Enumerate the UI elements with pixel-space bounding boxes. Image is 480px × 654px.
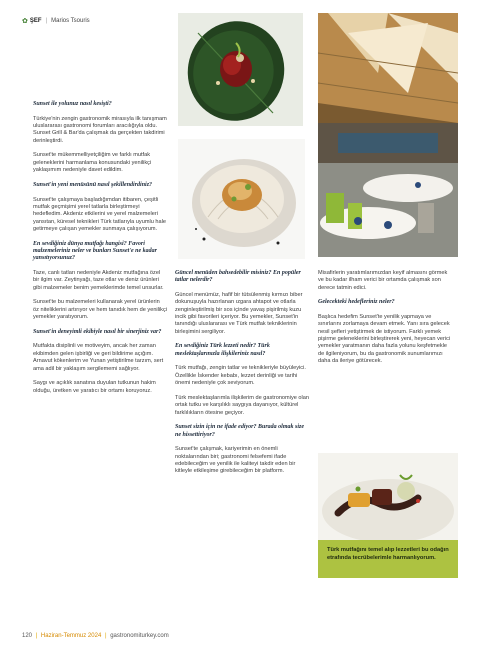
- interview-answer: Başlıca hedefim Sunset'te yenilik yapmaya ve sınırlarını zorlamaya devam etmek. Yanı sıra gelecek nesil şefleri yetiştirmek de istiyorum. Farklı yemek pişirme geleneklerini birleştirerek yeni, heyecan verici yemekler yaratmanın daha fazla yolunu keşfetmekle de ilgileniyorum, bu da gastronomik sunumlarımızı daha da ileriye götürecek.: [318, 314, 451, 365]
- text-column-2: [175, 270, 309, 483]
- text-column-1: [33, 101, 167, 402]
- footer-separator-2: |: [104, 633, 107, 639]
- dish-photo-shell: [178, 139, 305, 259]
- website: gastronomiturkey.com: [110, 633, 169, 639]
- section-label: ŞEF: [29, 18, 42, 24]
- interview-question: En sevdiğiniz dünya mutfağı hangisi? Favori malzemeleriniz neler ve bunları Sunset'e ne kadar yansıtıyorsunuz?: [33, 240, 158, 262]
- interview-answer: Türk mutfağı, zengin tatlar ve teknikleriyle büyüleyici. Özellikle İskender kebabı, lezzet derinliği ve tarihi önemi nedeniyle çok seviyorum.: [175, 365, 306, 387]
- footer-separator: |: [35, 633, 38, 639]
- interview-answer: Saygı ve açıklık sanatına duyulan tutkunun hakim olduğu, üretken ve yaratıcı bir ortamı koruyoruz.: [33, 380, 156, 394]
- interview-answer: Türkiye'nin zengin gastronomik mirasıyla ilk tanışmam uluslararası gastronomi forumları aracılığıyla oldu. Sunset Grill & Bar'da çalışmak da gerçekten takdirimi derinleştirdi.: [33, 115, 167, 144]
- page-footer: [22, 633, 169, 639]
- interview-answer: Sunset'te mükemmelliyetçiliğim ve farklı mutfak geleneklerini harmanlama konusundaki yenilikçi yaklaşımım nedeniyle davet edildim.: [33, 152, 152, 174]
- interview-question: Sunset'in yeni menüsünü nasıl şekillendirdiniz?: [33, 181, 153, 188]
- restaurant-interior-photo: [318, 13, 458, 257]
- interview-answer: Mutfakta disiplinli ve motiveyim, ancak her zaman ekibimden gelen işbirliği ve geri bildirime açığım. Arnavut kökenlerim ve Yunan yetiştirilme tarzım, sert ama adil bir yaklaşım sergilememi sağlıyor.: [33, 343, 164, 372]
- interview-question: Sunset sizin için ne ifade ediyor? Burada olmak size ne hissettiriyor?: [175, 424, 305, 438]
- interview-question: Sunset ile yolunuz nasıl kesişti?: [33, 101, 112, 107]
- header-separator: |: [45, 18, 48, 24]
- interview-question: Güncel menüden bahsedebilir misiniz? En popüler tatlar nelerdir?: [175, 270, 301, 284]
- page-header: [22, 17, 90, 25]
- text-column-3: [318, 270, 452, 373]
- interview-answer: Sunset'te çalışmaya başladığımdan itibaren, çeşitli mutfak geçmişimi yerel tatlarla birleştirmeyi hedefledim. Akdeniz etkilerini ve yerel malzemeleri yansıtan, küresel teknikleri Türk tatlarıyla uyumlu hale getirmeye çalışan yemekler sunmaya çalışıyorum.: [33, 196, 166, 232]
- interview-answer: Sunset'te çalışmak, kariyerimin en önemli noktalarından biri; gastronomi felsefemi ifade edebileceğim ve yenilik ile kaliteyi takdir eden bir kitleyle etkileşime girebileceğim bir platform.: [175, 446, 296, 475]
- dish-photo-leaf: [178, 13, 303, 126]
- interview-question: Sunset'in deneyimli ekibiyle nasıl bir sinerjiniz var?: [33, 328, 162, 335]
- interview-question: Gelecekteki hedefleriniz neler?: [318, 299, 395, 306]
- author-name: Marios Tsouris: [51, 18, 90, 24]
- interview-answer: Güncel menümüz, hafif bir tütsülenmiş kırmızı biber dokunuşuyla hazırlanan ızgara ahtapot ve otlarla zenginleştirilmiş bir sos içinde yavaş pişirilmiş kuzu incik gibi favorileri içeriyor. Bu yemekler, Sunset'in tanındığı uluslararası ve Türk mutfak tekniklerinin birleşimini sergiliyor.: [175, 291, 303, 335]
- photo-caption: Türk mutfağını temel alıp lezzetleri bu odağın etrafında tecrübelerimle harmanlıyorum.: [318, 540, 458, 578]
- interview-answer: Türk meslektaşlarımla ilişkilerim de gastronomiye olan ortak tutku ve karşılıklı saygıya dayanıyor, kültürel farklılıkların ötesine geçiyor.: [175, 394, 309, 416]
- page-number: 120: [22, 633, 33, 639]
- issue-date: Haziran-Temmuz 2024: [40, 633, 102, 639]
- leaf-icon: ✿: [22, 18, 28, 25]
- interview-answer: Misafirlerin yaratımlarımızdan keyif almasını görmek ve bu kadar ilham verici bir ortamda çalışmak son derece tatmin edici.: [318, 270, 448, 291]
- interview-question: En sevdiğiniz Türk lezzeti nedir? Türk meslektaşlarınızla ilişkileriniz nasıl?: [175, 343, 270, 357]
- interview-answer: Sunset'te bu malzemeleri kullanarak yerel ürünlerin öz niteliklerini artırıyor ve hem tanıdık hem de yenilikçi yemekler yaratıyorum.: [33, 299, 167, 321]
- interview-answer: Taze, canlı tatları nedeniyle Akdeniz mutfağına özel bir ilgim var. Zeytinyağı, taze otlar ve deniz ürünleri gibi malzemeler benim yemeklerimde temel unsurlar.: [33, 269, 164, 291]
